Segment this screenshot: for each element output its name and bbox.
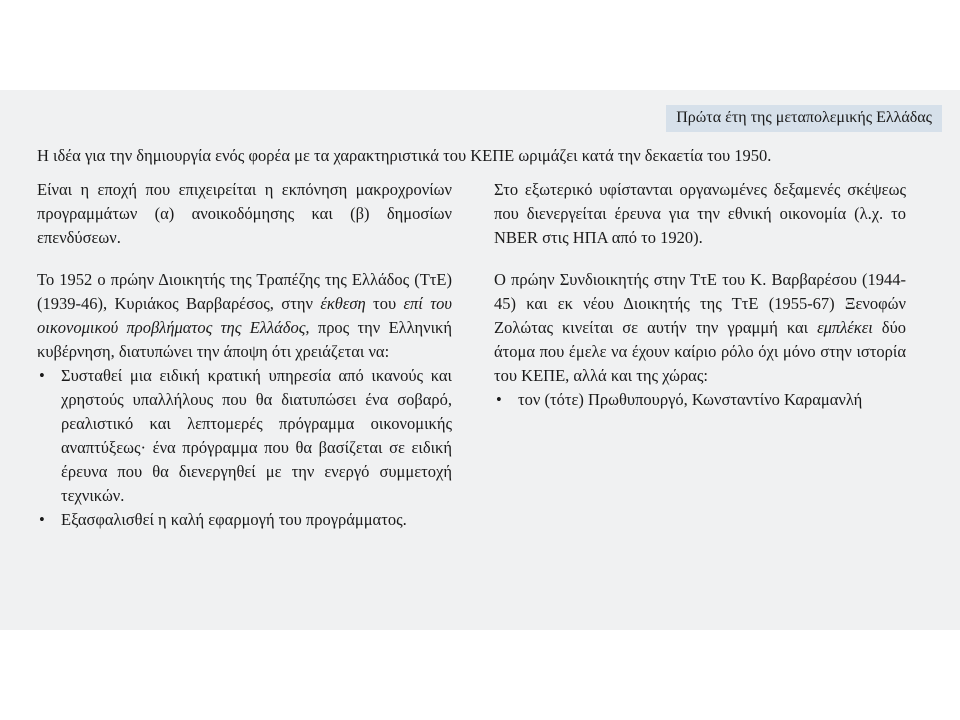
intro-sentence: Η ιδέα για την δημιουργία ενός φορέα με τα χαρακτηριστικά του ΚΕΠΕ ωριμάζει κατά την δεκαετία του 1950. [37,146,772,165]
right-column [494,178,906,412]
left-p2-emphasis-2: επί του οικονομικού προβλήματος της Ελλάδος, [37,294,452,337]
bullet-text: Εξασφαλισθεί η καλή εφαρμογή του προγράμματος. [61,510,407,529]
left-p2-emphasis-1: έκθεση [320,294,366,313]
right-paragraph-1: Στο εξωτερικό υφίστανται οργανωμένες δεξαμενές σκέψεως που διενεργείται έρευνα για την εθνική οικονομία (λ.χ. το NBER στις ΗΠΑ από το 1920). [494,180,906,247]
list-item [37,508,452,532]
bullet-text: τον (τότε) Πρωθυπουργό, Κωνσταντίνο Καραμανλή [518,390,863,409]
slide-panel [0,90,960,630]
bullet-icon: • [496,390,502,409]
right-p2-text-2: δύο άτομα που έμελε να έχουν καίριο ρόλο όχι μόνο στην ιστορία του ΚΕΠΕ, αλλά και της χώρας: [494,318,906,385]
left-p2-text-2: του [365,294,404,313]
bullet-icon: • [39,366,45,385]
left-column [37,178,452,532]
list-item [494,388,906,412]
left-bullet-list [37,364,452,532]
bullet-text: Συσταθεί μια ειδική κρατική υπηρεσία από ικανούς και χρηστούς υπαλλήλους που θα διατυπώσει ένα σοβαρό, ρεαλιστικό και λεπτομερές πρόγραμμα οικονομικής αναπτύξεως· ένα πρόγραμμα που θα βασίζεται σε ειδική έρευνα που θα διενεργηθεί με την ενεργό συμμετοχή τεχνικών. [61,366,452,505]
left-paragraph-1: Είναι η εποχή που επιχειρείται η εκπόνηση μακροχρονίων προγραμμάτων (α) ανοικοδόμησης και (β) δημοσίων επενδύσεων. [37,180,452,247]
right-p2-text-1: Ο πρώην Συνδιοικητής στην ΤτΕ του Κ. Βαρβαρέσου (1944-45) και εκ νέου Διοικητής της ΤτΕ (1955-67) Ξενοφών Ζολώτας κινείται σε αυτήν την γραμμή και [494,270,906,337]
bullet-icon: • [39,510,45,529]
right-p2-emphasis-1: εμπλέκει [817,318,873,337]
left-p2-text-1: Το 1952 ο πρώην Διοικητής της Τραπέζης της Ελλάδος (ΤτΕ) (1939-46), Κυριάκος Βαρβαρέσος, στην [37,270,452,313]
list-item [37,364,452,508]
section-tag: Πρώτα έτη της μεταπολεμικής Ελλάδας [666,105,942,132]
left-p2-text-3: προς την Ελληνική κυβέρνηση, διατυπώνει την άποψη ότι χρειάζεται να: [37,318,452,361]
right-bullet-list [494,388,906,412]
right-paragraph-2 [494,268,906,388]
left-paragraph-2 [37,268,452,364]
